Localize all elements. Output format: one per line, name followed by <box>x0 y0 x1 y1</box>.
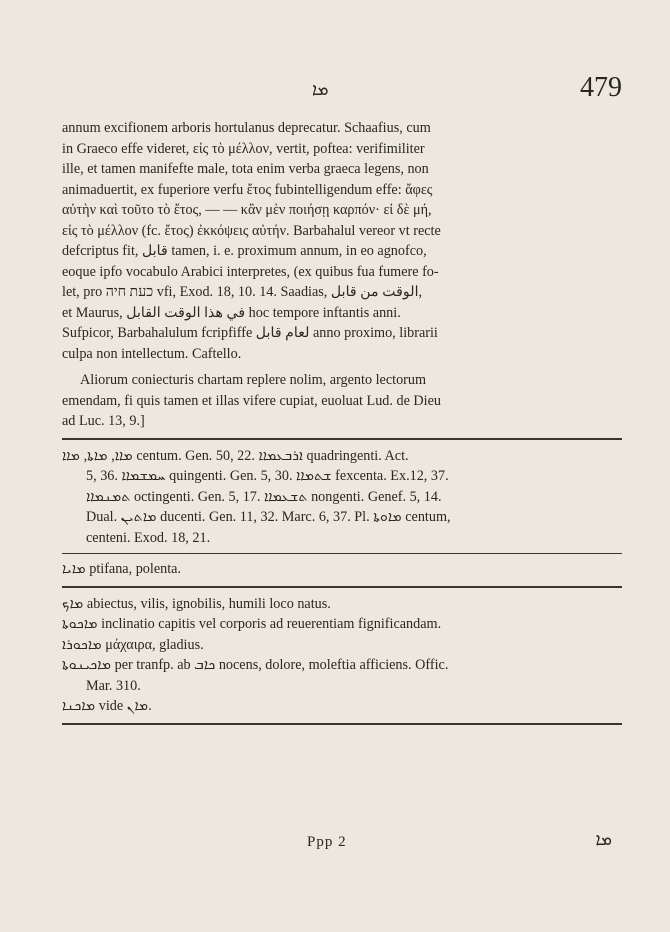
entry-line: Dual. ܡܐܬܝܢ ducenti. Gen. 11, 32. Marc. 6, 37. Pl. ܡܐܘܬܐ centum, <box>86 509 451 525</box>
entry-line: ܬܡܢܡܐܐ octingenti. Gen. 5, 17. ܬܫܥܡܐܐ nongenti. Genef. 5, 14. <box>86 488 442 505</box>
running-head: ܡܐ <box>312 80 329 100</box>
text-line: ille, et tamen manifefte male, tota enim verba graeca legens, non <box>62 161 429 177</box>
catchword: ܡܐ <box>595 830 612 850</box>
entry-line: ܡܐܟ abiectus, vilis, ignobilis, humili loco natus. <box>62 595 331 612</box>
text-line: αὐτὴν καὶ τοῦτο τὸ ἔτος, — — κἂν μὲν ποιήσῃ καρπόν· εἰ δὲ μή, <box>62 202 432 218</box>
text-line: eoque ipfo vocabulo Arabici interpretes, (ex quibus fua fumere fo- <box>62 263 439 280</box>
text-line: annum excifionem arboris hortulanus deprecatur. Schaafius, cum <box>62 120 431 136</box>
text-line: et Maurus, في هذا الوقت القابل hoc tempore inftantis anni. <box>62 304 401 321</box>
divider <box>62 586 622 588</box>
entry-block-ptisana <box>62 559 622 580</box>
text-line: in Graeco effe videret, εἰς τὸ μέλλον, vertit, poftea: verifimiliter <box>62 140 425 157</box>
entry-line: centeni. Exod. 18, 21. <box>86 529 211 546</box>
paragraph-2 <box>62 370 622 432</box>
text-line: Aliorum coniecturis chartam replere nolim, argento lectorum <box>80 372 427 388</box>
text-line: Sufpicor, Barbahalulum fcripfiffe لعام قابل anno proximo, librarii <box>62 325 438 341</box>
paragraph-1 <box>62 118 622 364</box>
entry-line: ܡܐܟܘܬܐ inclinatio capitis vel corporis ad reuerentiam fignificandam. <box>62 616 442 632</box>
signature-mark: Ppp 2 <box>307 834 347 850</box>
entry-block-centum <box>62 446 622 549</box>
divider <box>62 553 622 554</box>
text-line: culpa non intellectum. Caftello. <box>62 345 242 362</box>
page-footer <box>62 828 622 858</box>
entry-block-abiectus <box>62 594 622 717</box>
entry-line: ܡܐܝܐ ptifana, polenta. <box>62 561 182 577</box>
text-line: εἰς τὸ μέλλον (fc. ἔτος) ἐκκόψεις αὐτήν. Barbahalul vereor vt recte <box>62 222 441 239</box>
entry-line: 5, 36. ܚܡܫܡܐܐ quingenti. Gen. 5, 30. ܫܬܡܐܐ fexcenta. Ex.12, 37. <box>86 468 449 484</box>
text-line: ad Luc. 13, 9.] <box>62 413 145 429</box>
page-number: 479 <box>580 72 622 103</box>
text-line: emendam, fi quis tamen et illas vifere cupiat, euoluat Lud. de Dieu <box>62 392 441 409</box>
text-line: animaduertit, ex fuperiore verfu ἔτος fubintelligendum effe: ἄφες <box>62 181 433 198</box>
entry-line: Mar. 310. <box>86 677 141 694</box>
entry-line: ܡܐܟܘܪܐ μάχαιρα, gladius. <box>62 636 204 653</box>
entry-line: ܡܐܟܢܐ vide ܡܐܢ. <box>62 698 152 714</box>
entry-line: ܡܐܟܝܢܘܬܐ per tranfp. ab ܟܐܒ nocens, dolore, moleftia afficiens. Offic. <box>62 657 449 673</box>
divider <box>62 723 622 725</box>
entry-line: ܡܐܐ, ܡܐܬܐ, ܡܐܐ centum. Gen. 50, 22. ܐܪܒܥܡܐܐ quadringenti. Act. <box>62 447 409 464</box>
text-line: let, pro כעת חיה vfi, Exod. 18, 10. 14. Saadias, الوقت من قابل, <box>62 284 423 300</box>
text-line: defcriptus fit, قابل tamen, i. e. proximum annum, in eo agnofco, <box>62 243 427 259</box>
divider <box>62 438 622 440</box>
page-header <box>62 72 622 112</box>
page-body <box>62 118 622 731</box>
